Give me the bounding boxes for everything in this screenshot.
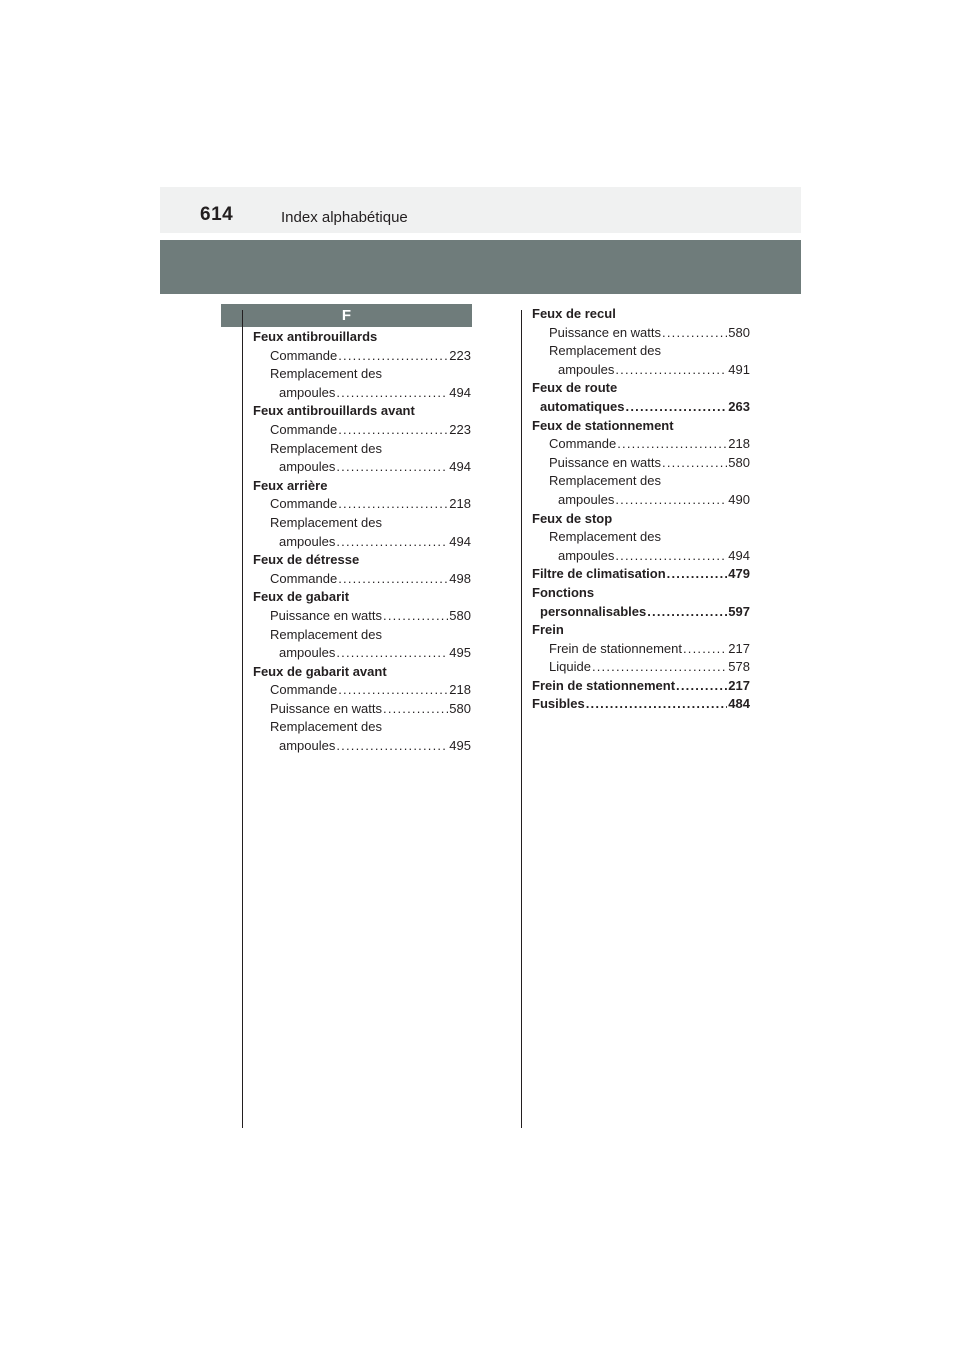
index-subentry: [253, 533, 471, 552]
index-column-1: [253, 328, 471, 756]
page-reference: 484: [728, 696, 750, 712]
index-subentry: [253, 644, 471, 663]
index-subentry: [532, 435, 750, 454]
dot-leader: [615, 547, 727, 566]
dot-leader: [336, 737, 448, 756]
entry-label: Frein de stationnement: [532, 677, 676, 693]
entry-label: Liquide: [549, 659, 591, 675]
index-subentry: [532, 342, 750, 361]
index-subentry: [253, 718, 471, 737]
index-entry: [253, 328, 471, 347]
index-entry: [253, 402, 471, 421]
entry-label: Remplacement des: [549, 343, 661, 359]
index-subentry: [532, 361, 750, 380]
index-subentry: [532, 454, 750, 473]
page-reference: 218: [449, 496, 471, 512]
index-entry: [532, 305, 750, 324]
entry-label: Commande: [270, 570, 338, 586]
index-entry: [253, 588, 471, 607]
page-reference: 263: [728, 398, 750, 414]
dot-leader: [336, 384, 448, 403]
index-subentry: [532, 472, 750, 491]
entry-label: Remplacement des: [549, 473, 661, 489]
index-subentry: [253, 347, 471, 366]
dot-leader: [617, 435, 727, 454]
page-reference: 494: [449, 533, 471, 549]
page-reference: 218: [449, 682, 471, 698]
entry-label: Frein: [532, 622, 564, 638]
entry-label: ampoules: [279, 459, 336, 475]
entry-label: Remplacement des: [270, 719, 382, 735]
index-subentry: [532, 658, 750, 677]
entry-label: ampoules: [279, 738, 336, 754]
page-reference: 498: [449, 570, 471, 586]
entry-label: Feux de gabarit: [253, 589, 350, 605]
index-subentry: [253, 681, 471, 700]
entry-label: Commande: [270, 347, 338, 363]
dot-leader: [338, 570, 448, 589]
index-entry: [253, 477, 471, 496]
dot-leader: [336, 644, 448, 663]
page-reference: 218: [728, 436, 750, 452]
index-subentry: [532, 528, 750, 547]
page-reference: 495: [449, 738, 471, 754]
index-subentry: [253, 607, 471, 626]
index-entry: [532, 379, 750, 398]
index-subentry: [532, 547, 750, 566]
entry-label: Commande: [270, 421, 338, 437]
entry-label: Commande: [270, 682, 338, 698]
page-reference: 580: [728, 324, 750, 340]
page-reference: 494: [728, 547, 750, 563]
page-reference: 495: [449, 645, 471, 661]
page-reference: 490: [728, 491, 750, 507]
index-column-2: [532, 305, 750, 714]
entry-label: Remplacement des: [270, 514, 382, 530]
entry-label: Puissance en watts: [549, 454, 662, 470]
dot-leader: [615, 361, 727, 380]
page-reference: 580: [449, 607, 471, 623]
page-reference: 597: [728, 603, 750, 619]
entry-label: Puissance en watts: [270, 607, 383, 623]
index-subentry: [253, 440, 471, 459]
entry-label: ampoules: [558, 361, 615, 377]
entry-label: Remplacement des: [270, 366, 382, 382]
dot-leader: [592, 658, 727, 677]
index-entry: [532, 621, 750, 640]
entry-label: Puissance en watts: [549, 324, 662, 340]
index-subentry: [532, 640, 750, 659]
index-subentry: [253, 384, 471, 403]
dot-leader: [336, 533, 448, 552]
entry-label: ampoules: [279, 645, 336, 661]
entry-label: ampoules: [279, 533, 336, 549]
index-entry: [532, 398, 750, 417]
index-entry: [532, 510, 750, 529]
index-entry: [532, 417, 750, 436]
index-entry: [253, 551, 471, 570]
column-divider-left: [242, 310, 243, 1128]
dot-leader: [338, 681, 448, 700]
entry-label: Feux de gabarit avant: [253, 663, 387, 679]
page-reference: 217: [728, 640, 750, 656]
dot-leader: [626, 398, 728, 417]
dot-leader: [338, 347, 448, 366]
entry-label: Commande: [549, 436, 617, 452]
page-reference: 580: [449, 700, 471, 716]
index-subentry: [253, 570, 471, 589]
dot-leader: [586, 695, 728, 714]
index-subentry: [532, 324, 750, 343]
page-number: 614: [200, 204, 234, 225]
index-entry: [253, 663, 471, 682]
entry-label: personnalisables: [540, 603, 647, 619]
dot-leader: [676, 677, 727, 696]
page-reference: 479: [728, 566, 750, 582]
page-reference: 223: [449, 347, 471, 363]
dot-leader: [383, 700, 448, 719]
index-entry: [532, 565, 750, 584]
entry-label: Puissance en watts: [270, 700, 383, 716]
section-title: Index alphabétique: [281, 209, 408, 226]
index-entry: [532, 603, 750, 622]
chapter-band: [160, 240, 801, 294]
dot-leader: [383, 607, 448, 626]
index-subentry: [532, 491, 750, 510]
index-subentry: [253, 626, 471, 645]
entry-label: Feux de stationnement: [532, 417, 674, 433]
index-subentry: [253, 458, 471, 477]
entry-label: Filtre de climatisation: [532, 566, 666, 582]
dot-leader: [647, 603, 727, 622]
dot-leader: [662, 324, 727, 343]
index-subentry: [253, 700, 471, 719]
index-entry: [532, 584, 750, 603]
page-reference: 494: [449, 459, 471, 475]
entry-label: Fusibles: [532, 696, 585, 712]
entry-label: Feux antibrouillards: [253, 329, 378, 344]
entry-label: Frein de stationnement: [549, 640, 682, 656]
index-entry: [532, 677, 750, 696]
dot-leader: [338, 495, 448, 514]
index-letter-tab: F: [221, 304, 472, 327]
entry-label: Remplacement des: [270, 440, 382, 456]
index-subentry: [253, 737, 471, 756]
index-subentry: [253, 495, 471, 514]
entry-label: Feux de détresse: [253, 552, 360, 568]
page-reference: 578: [728, 659, 750, 675]
entry-label: ampoules: [279, 384, 336, 400]
dot-leader: [615, 491, 727, 510]
dot-leader: [667, 565, 728, 584]
column-divider-middle: [521, 310, 522, 1128]
entry-label: Feux de route: [532, 380, 618, 396]
dot-leader: [336, 458, 448, 477]
dot-leader: [683, 640, 727, 659]
page-reference: 491: [728, 361, 750, 377]
header-band: [160, 187, 801, 233]
dot-leader: [662, 454, 727, 473]
entry-label: Fonctions: [532, 584, 595, 600]
index-subentry: [253, 514, 471, 533]
entry-label: ampoules: [558, 491, 615, 507]
dot-leader: [338, 421, 448, 440]
entry-label: Feux de stop: [532, 510, 613, 526]
index-subentry: [253, 421, 471, 440]
page-reference: 494: [449, 384, 471, 400]
index-subentry: [253, 365, 471, 384]
entry-label: Commande: [270, 496, 338, 512]
entry-label: ampoules: [558, 547, 615, 563]
entry-label: Remplacement des: [270, 626, 382, 642]
entry-label: Feux arrière: [253, 477, 328, 493]
entry-label: Feux antibrouillards avant: [253, 403, 415, 419]
entry-label: Feux de recul: [532, 306, 616, 321]
index-entry: [532, 695, 750, 714]
page-reference: 217: [728, 677, 750, 693]
entry-label: automatiques: [540, 398, 625, 414]
entry-label: Remplacement des: [549, 529, 661, 545]
page-reference: 223: [449, 421, 471, 437]
page-reference: 580: [728, 454, 750, 470]
